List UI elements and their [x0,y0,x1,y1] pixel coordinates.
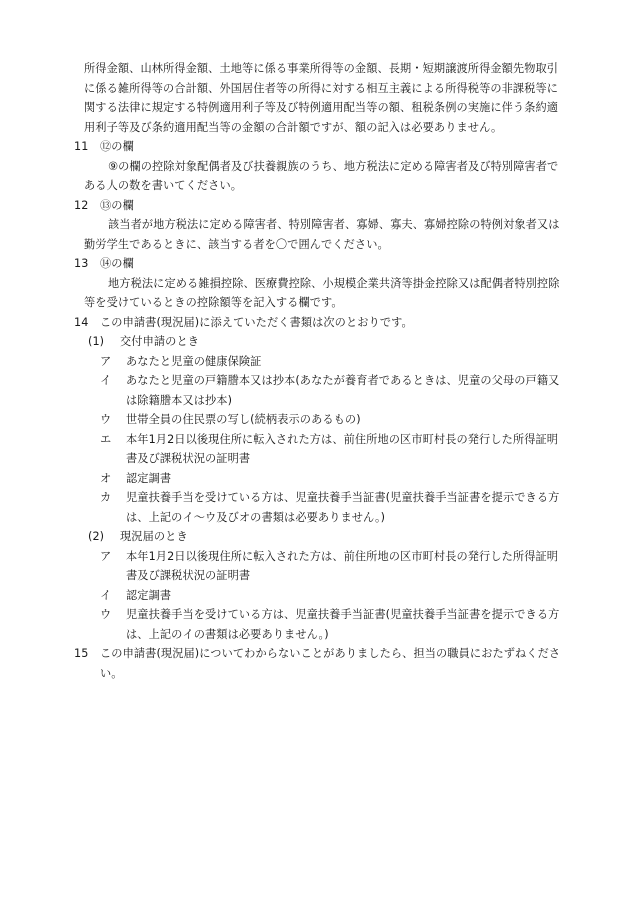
item-title: ⑭の欄 [100,257,134,270]
item-text: この申請書(現況届)に添えていただく書類は次のとおりです。 [100,315,413,329]
list-mark: イ [100,374,112,387]
item-text: この申請書(現況届)についてわからないことがありましたら、担当の職員におたずねください。 [100,647,561,680]
list-mark: カ [100,491,112,504]
list-text: 児童扶養手当を受けている方は、児童扶養手当証書(児童扶養手当証書を提示できる方は、上記のイの書類は必要ありません。) [126,608,560,641]
item-body: 該当者が地方税法に定める障害者、特別障害者、寡婦、寡夫、寡婦控除の特例対象者又は勤労学生であるときに、該当する者を〇で囲んでください。 [84,218,560,251]
list-text: 本年1月2日以後現住所に転入された方は、前住所地の区市町村長の発行した所得証明書及び課税状況の証明書 [126,432,559,465]
section-title: 交付申請のとき [120,335,200,348]
item-heading [74,644,564,683]
document-content [74,59,564,683]
list-mark: ア [100,354,112,368]
list-text: 児童扶養手当を受けている方は、児童扶養手当証書(児童扶養手当証書を提示できる方は、上記のイ～ウ及びオの書類は必要ありません。) [126,491,560,524]
list-item [74,410,564,430]
list-mark: オ [100,471,112,485]
list-item [74,586,564,606]
item-11 [74,137,564,196]
list-text: 認定調書 [126,588,172,602]
section-1 [74,332,564,527]
item-heading [74,196,564,216]
item-13 [74,254,564,313]
item-body: ⑨の欄の控除対象配偶者及び扶養親族のうち、地方税法に定める障害者及び特別障害者である人の数を書いてください。 [84,159,559,192]
list-item [74,371,564,410]
item-12 [74,196,564,255]
list-item [74,488,564,527]
item-14 [74,313,564,645]
list-mark: ウ [100,608,112,621]
list-item [74,430,564,469]
item-number: 14 [74,315,89,329]
item-title: ⑬の欄 [100,198,134,212]
list-item [74,547,564,586]
item-body: 地方税法に定める雑損控除、医療費控除、小規模企業共済等掛金控除又は配偶者特別控除等を受けているときの控除額等を記入する欄です。 [84,276,560,309]
item-number: 13 [74,257,89,270]
item-heading [74,254,564,274]
list-text: 認定調書 [126,471,172,485]
list-mark: ア [100,549,112,563]
section-2 [74,527,564,644]
list-mark: ウ [100,413,112,426]
item-heading [74,137,564,157]
list-item [74,352,564,372]
item-number: 15 [74,647,89,660]
item-heading [74,313,564,333]
list-text: 本年1月2日以後現住所に転入された方は、前住所地の区市町村長の発行した所得証明書及び課税状況の証明書 [126,549,559,582]
list-text: 世帯全員の住民票の写し(続柄表示のあるもの) [126,413,361,426]
item-number: 11 [74,140,89,153]
item-number: 12 [74,198,89,212]
list-mark: イ [100,588,112,602]
list-item [74,605,564,644]
list-text: あなたと児童の戸籍謄本又は抄本(あなたが養育者であるときは、児童の父母の戸籍又は除籍謄本又は抄本) [126,374,560,407]
list-text: あなたと児童の健康保険証 [126,354,262,368]
item-15 [74,644,564,683]
item-title: ⑫の欄 [100,140,134,153]
section-heading [74,527,564,547]
list-item [74,469,564,489]
section-heading [74,332,564,352]
section-title: 現況届のとき [120,530,188,543]
section-label: (2) [88,530,105,543]
list-mark: エ [100,432,112,446]
intro-paragraph: 所得金額、山林所得金額、土地等に係る事業所得等の金額、長期・短期譲渡所得金額先物取引に係る雑所得等の合計額、外国居住者等の所得に対する相互主義による所得税等の非課税等に関する法律に規定する特例適用利子等及び特例適用配当等の額、租税条例の実施に伴う条約適用利子等及び条約適用配当等の金額の合計額ですが、額の記入は必要ありません。 [84,62,559,134]
section-label: (1) [88,335,105,348]
